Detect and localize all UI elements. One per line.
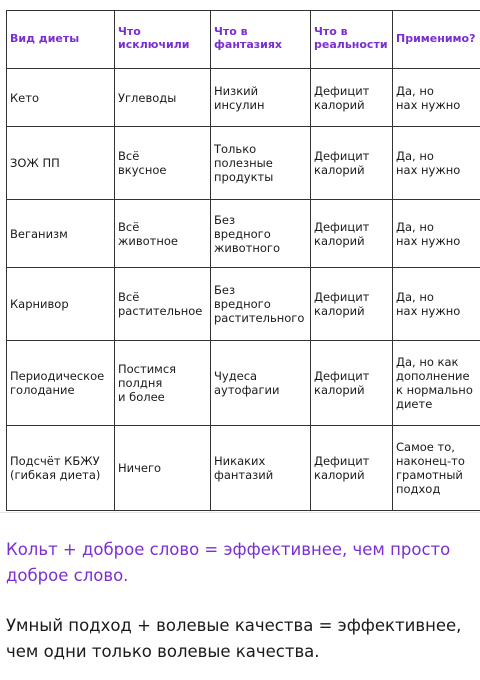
cell-fantasy: Никаких фантазий xyxy=(211,426,311,511)
diet-comparison-table xyxy=(6,10,480,511)
cell-diet-type: Карнивор xyxy=(7,268,115,341)
table-row xyxy=(7,426,480,511)
cell-reality: Дефицит калорий xyxy=(311,69,393,127)
cell-fantasy: Без вредного животного xyxy=(211,200,311,268)
cell-excluded: Углеводы xyxy=(115,69,211,127)
divider xyxy=(0,512,480,513)
cell-excluded: Всё вкусное xyxy=(115,127,211,200)
table-row xyxy=(7,127,480,200)
cell-reality: Дефицит калорий xyxy=(311,127,393,200)
cell-diet-type: Веганизм xyxy=(7,200,115,268)
cell-diet-type: Подсчёт КБЖУ (гибкая диета) xyxy=(7,426,115,511)
cell-excluded: Всё животное xyxy=(115,200,211,268)
cell-applicable: Да, но нах нужно xyxy=(393,127,480,200)
cell-reality: Дефицит калорий xyxy=(311,200,393,268)
table-row xyxy=(7,69,480,127)
cell-fantasy: Без вредного растительного xyxy=(211,268,311,341)
cell-applicable: Да, но нах нужно xyxy=(393,268,480,341)
cell-excluded: Ничего xyxy=(115,426,211,511)
cell-diet-type: Кето xyxy=(7,69,115,127)
cell-diet-type: Периодическое голодание xyxy=(7,341,115,426)
cell-fantasy: Чудеса аутофагии xyxy=(211,341,311,426)
cell-diet-type: ЗОЖ ПП xyxy=(7,127,115,200)
cell-reality: Дефицит калорий xyxy=(311,426,393,511)
cell-applicable: Да, но как дополнение к нормально диете xyxy=(393,341,480,426)
cell-reality: Дефицит калорий xyxy=(311,341,393,426)
cell-fantasy: Только полезные продукты xyxy=(211,127,311,200)
highlight-paragraph: Кольт + доброе слово = эффективнее, чем просто доброе слово. xyxy=(6,540,451,585)
table-header-row xyxy=(7,11,480,69)
header-fantasy: Что в фантазиях xyxy=(211,11,311,69)
table-row xyxy=(7,341,480,426)
cell-applicable: Самое то, наконец-то грамотный подход xyxy=(393,426,480,511)
header-reality: Что в реальности xyxy=(311,11,393,69)
header-applicable: Применимо? xyxy=(393,11,480,69)
cell-reality: Дефицит калорий xyxy=(311,268,393,341)
body-paragraph: Умный подход + волевые качества = эффективнее, чем одни только волевые качества. xyxy=(6,616,462,661)
table-row xyxy=(7,268,480,341)
cell-fantasy: Низкий инсулин xyxy=(211,69,311,127)
cell-applicable: Да, но нах нужно xyxy=(393,69,480,127)
header-diet-type: Вид диеты xyxy=(7,11,115,69)
header-excluded: Что исключили xyxy=(115,11,211,69)
cell-applicable: Да, но нах нужно xyxy=(393,200,480,268)
diet-comparison-table-wrapper xyxy=(6,10,480,511)
table-row xyxy=(7,200,480,268)
cell-excluded: Постимся полдня и более xyxy=(115,341,211,426)
cell-excluded: Всё растительное xyxy=(115,268,211,341)
